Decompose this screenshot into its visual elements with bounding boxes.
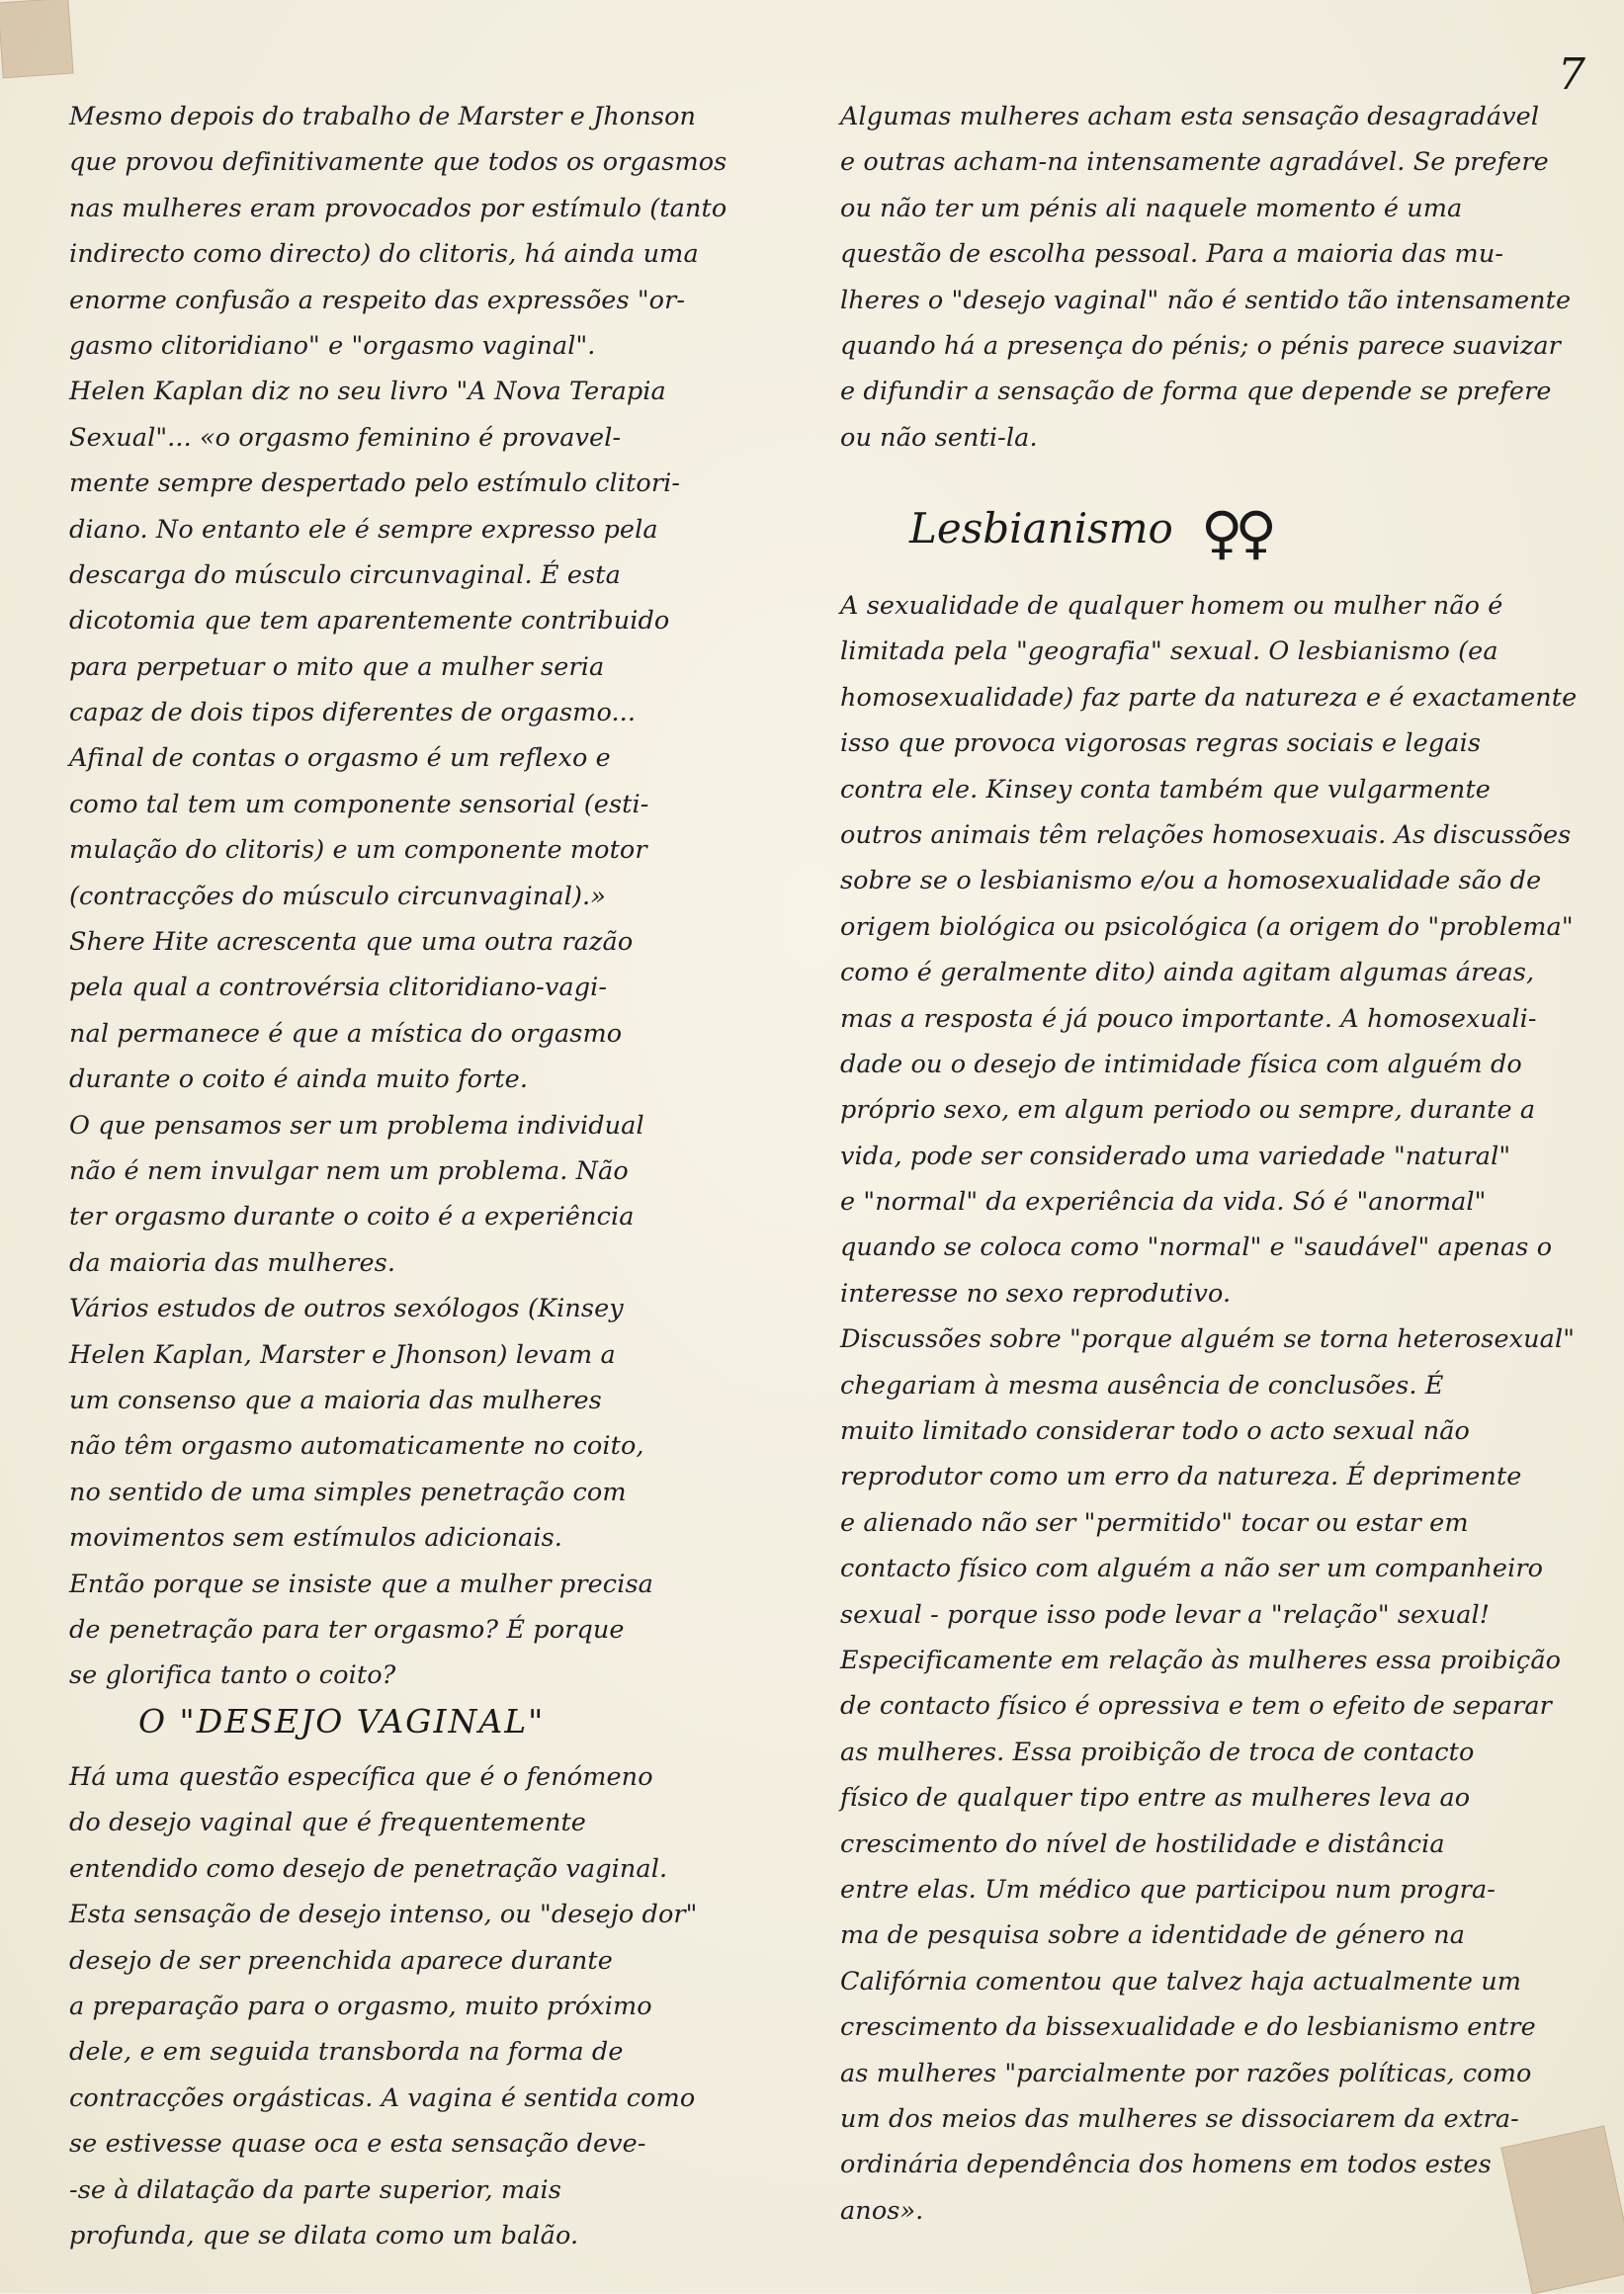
text-line: vida, pode ser considerado uma variedade "natural" bbox=[840, 1141, 1511, 1171]
text-line: dicotomia que tem aparentemente contribuido bbox=[69, 606, 670, 637]
text-line: indirecto como directo) do clitoris, há ainda uma bbox=[69, 239, 699, 270]
text-line: questão de escolha pessoal. Para a maioria das mu- bbox=[840, 239, 1504, 270]
text-line: e alienado não ser "permitido" tocar ou estar em bbox=[840, 1507, 1469, 1538]
text-line: ou não senti-la. bbox=[840, 422, 1038, 453]
text-line: um dos meios das mulheres se dissociarem da extra- bbox=[840, 2103, 1519, 2134]
text-line: Califórnia comentou que talvez haja actualmente um bbox=[840, 1966, 1522, 1997]
text-line: como é geralmente dito) ainda agitam algumas áreas, bbox=[840, 958, 1535, 988]
text-line: da maioria das mulheres. bbox=[69, 1247, 396, 1278]
text-line: descarga do músculo circunvaginal. É esta bbox=[69, 559, 621, 590]
text-line: Afinal de contas o orgasmo é um reflexo e bbox=[69, 743, 611, 774]
right-column-text bbox=[840, 94, 1572, 461]
text-line: diano. No entanto ele é sempre expresso pela bbox=[69, 514, 658, 545]
text-line: que provou definitivamente que todos os orgasmos bbox=[69, 147, 727, 178]
text-line: mulação do clitoris) e um componente motor bbox=[69, 835, 647, 866]
text-line: crescimento do nível de hostilidade e distância bbox=[840, 1828, 1445, 1859]
text-line: ma de pesquisa sobre a identidade de género na bbox=[840, 1920, 1466, 1951]
text-line: não é nem invulgar nem um problema. Não bbox=[69, 1155, 629, 1186]
text-line: Mesmo depois do trabalho de Marster e Jhonson bbox=[69, 102, 697, 131]
text-line: de penetração para ter orgasmo? É porque bbox=[69, 1614, 625, 1645]
text-line: nas mulheres eram provocados por estímulo (tanto bbox=[69, 193, 727, 223]
text-line: outros animais têm relações homosexuais. As discussões bbox=[840, 819, 1572, 850]
text-line: mente sempre despertado pelo estímulo clitori- bbox=[69, 468, 681, 499]
text-line: físico de qualquer tipo entre as mulheres leva ao bbox=[840, 1783, 1471, 1814]
text-line: as mulheres. Essa proibição de troca de contacto bbox=[840, 1737, 1475, 1767]
text-line: muito limitado considerar todo o acto sexual não bbox=[840, 1416, 1470, 1447]
text-line: e difundir a sensação de forma que depende se prefere bbox=[840, 377, 1552, 407]
text-line: entre elas. Um médico que participou num progra- bbox=[840, 1874, 1496, 1905]
text-line: pela qual a controvérsia clitoridiano-vagi- bbox=[69, 973, 608, 1003]
text-line: Esta sensação de desejo intenso, ou "desejo dor" bbox=[69, 1900, 698, 1930]
text-line: enorme confusão a respeito das expressões "or- bbox=[69, 285, 686, 315]
text-line: sobre se o lesbianismo e/ou a homosexualidade são de bbox=[840, 866, 1542, 896]
text-line: homosexualidade) faz parte da natureza e é exactamente bbox=[840, 682, 1578, 713]
text-line: Então porque se insiste que a mulher precisa bbox=[69, 1569, 653, 1599]
text-line: e outras acham-na intensamente agradável. Se prefere bbox=[840, 147, 1549, 178]
text-line: desejo de ser preenchida aparece durante bbox=[69, 1945, 613, 1976]
text-line: nal permanece é que a mística do orgasmo bbox=[69, 1018, 623, 1049]
text-line: ter orgasmo durante o coito é a experiência bbox=[69, 1202, 635, 1232]
text-line: reprodutor como um erro da natureza. É deprimente bbox=[840, 1462, 1522, 1492]
heading-lesbianismo: Lesbianismo bbox=[909, 504, 1173, 552]
text-line: crescimento da bissexualidade e do lesbianismo entre bbox=[840, 2012, 1536, 2043]
text-line: as mulheres "parcialmente por razões políticas, como bbox=[840, 2058, 1532, 2088]
text-line: origem biológica ou psicológica (a origem do "problema" bbox=[840, 911, 1574, 942]
text-line: A sexualidade de qualquer homem ou mulher não é bbox=[840, 591, 1503, 621]
text-line: Vários estudos de outros sexólogos (Kinsey bbox=[69, 1294, 624, 1324]
text-line: gasmo clitoridiano" e "orgasmo vaginal". bbox=[69, 330, 596, 361]
text-line: no sentido de uma simples penetração com bbox=[69, 1477, 627, 1507]
text-line: se estivesse quase oca e esta sensação deve- bbox=[69, 2129, 646, 2160]
text-line: Há uma questão específica que é o fenómeno bbox=[69, 1762, 653, 1792]
text-line: Sexual"... «o orgasmo feminino é provavel- bbox=[69, 422, 622, 453]
text-line: mas a resposta é já pouco importante. A homosexuali- bbox=[840, 1003, 1537, 1034]
text-line: a preparação para o orgasmo, muito próximo bbox=[69, 1991, 652, 2021]
text-line: capaz de dois tipos diferentes de orgasmo... bbox=[69, 698, 637, 728]
text-line: contacto físico com alguém a não ser um companheiro bbox=[840, 1554, 1544, 1584]
text-line: como tal tem um componente sensorial (esti- bbox=[69, 789, 649, 819]
page-number: 7 bbox=[1558, 49, 1585, 100]
text-line: ordinária dependência dos homens em todos estes bbox=[840, 2150, 1492, 2180]
venus-symbols-icon: ♀♀ bbox=[1201, 499, 1269, 566]
text-line: dade ou o desejo de intimidade física com alguém do bbox=[840, 1049, 1522, 1079]
text-line: sexual - porque isso pode levar a "relação" sexual! bbox=[840, 1599, 1491, 1630]
text-line: ou não ter um pénis ali naquele momento é uma bbox=[840, 193, 1463, 223]
text-line: Helen Kaplan diz no seu livro "A Nova Terapia bbox=[69, 377, 666, 407]
text-line: para perpetuar o mito que a mulher seria bbox=[69, 651, 605, 682]
text-line: quando há a presença do pénis; o pénis parece suavizar bbox=[840, 330, 1561, 361]
text-line: Helen Kaplan, Marster e Jhonson) levam a bbox=[69, 1339, 616, 1370]
text-line: quando se coloca como "normal" e "saudável" apenas o bbox=[840, 1232, 1553, 1263]
left-column-text bbox=[69, 94, 761, 1699]
text-line: movimentos sem estímulos adicionais. bbox=[69, 1523, 562, 1554]
text-line: de contacto físico é opressiva e tem o efeito de separar bbox=[840, 1691, 1552, 1722]
text-line: não têm orgasmo automaticamente no coito, bbox=[69, 1431, 644, 1462]
text-line: um consenso que a maioria das mulheres bbox=[69, 1385, 602, 1415]
text-line: Discussões sobre "porque alguém se torna heterosexual" bbox=[840, 1324, 1576, 1355]
text-line: lheres o "desejo vaginal" não é sentido tão intensamente bbox=[840, 285, 1572, 315]
text-line: entendido como desejo de penetração vaginal. bbox=[69, 1853, 668, 1884]
text-line: anos». bbox=[840, 2195, 924, 2226]
left-column-desejo-text bbox=[69, 1754, 761, 2258]
text-line: se glorifica tanto o coito? bbox=[69, 1660, 396, 1691]
text-line: Especificamente em relação às mulheres essa proibição bbox=[840, 1645, 1562, 1675]
text-line: chegariam à mesma ausência de conclusões. É bbox=[840, 1370, 1444, 1401]
text-line: próprio sexo, em algum periodo ou sempre, durante a bbox=[840, 1095, 1536, 1126]
text-line: -se à dilatação da parte superior, mais bbox=[69, 2174, 561, 2205]
right-column-lesbianismo-text bbox=[840, 583, 1578, 2234]
text-line: profunda, que se dilata como um balão. bbox=[69, 2220, 579, 2251]
text-line: interesse no sexo reprodutivo. bbox=[840, 1278, 1232, 1309]
text-line: dele, e em seguida transborda na forma de bbox=[69, 2037, 624, 2068]
text-line: do desejo vaginal que é frequentemente bbox=[69, 1808, 587, 1838]
text-line: Shere Hite acrescenta que uma outra razão bbox=[69, 927, 634, 958]
heading-desejo-vaginal: O "DESEJO VAGINAL" bbox=[138, 1702, 546, 1741]
text-line: (contracções do músculo circunvaginal).» bbox=[69, 881, 606, 911]
text-line: durante o coito é ainda muito forte. bbox=[69, 1064, 529, 1095]
text-line: e "normal" da experiência da vida. Só é "anormal" bbox=[840, 1187, 1487, 1218]
text-line: O que pensamos ser um problema individual bbox=[69, 1110, 644, 1141]
text-line: contracções orgásticas. A vagina é sentida como bbox=[69, 2082, 696, 2113]
text-line: Algumas mulheres acham esta sensação desagradável bbox=[840, 102, 1540, 131]
text-line: limitada pela "geografia" sexual. O lesbianismo (ea bbox=[840, 637, 1498, 667]
text-line: isso que provoca vigorosas regras sociais e legais bbox=[840, 728, 1482, 759]
adhesive-tape-top-left bbox=[0, 0, 74, 78]
text-line: contra ele. Kinsey conta também que vulgarmente bbox=[840, 774, 1491, 805]
